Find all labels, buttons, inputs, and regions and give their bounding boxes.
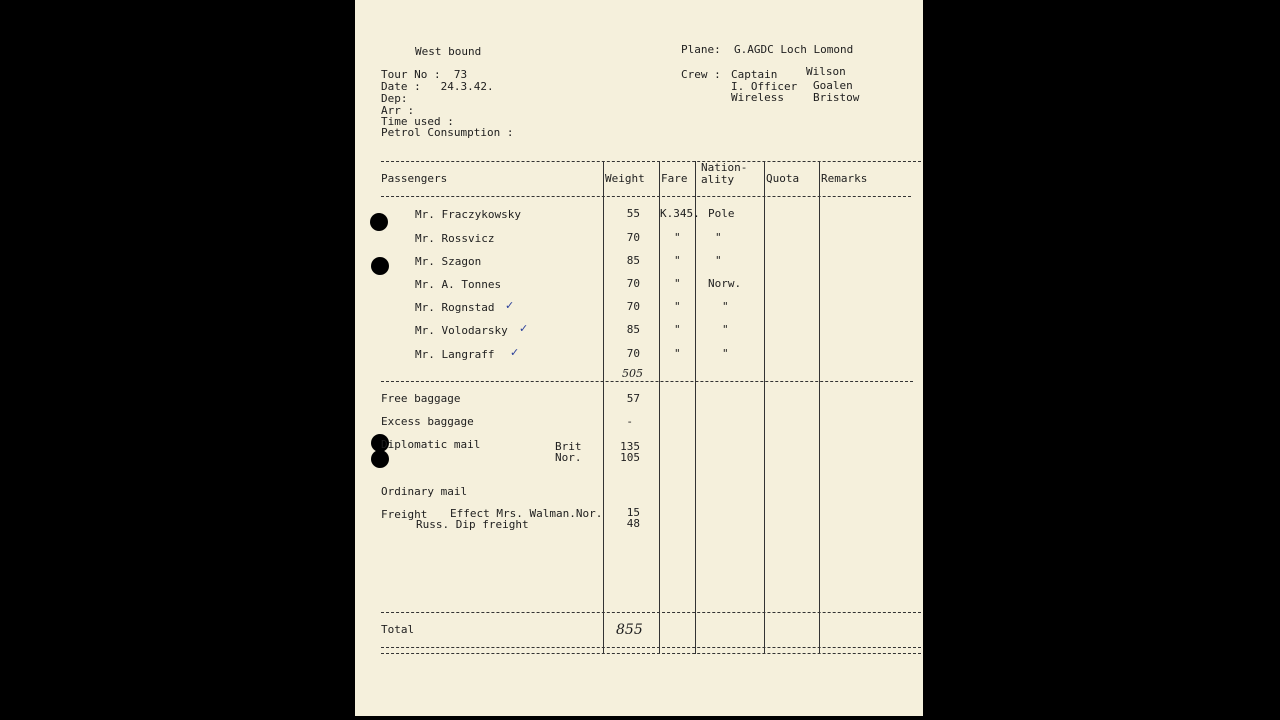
passenger-name: Mr. Rossvicz — [415, 232, 495, 245]
crew-label: Crew : — [681, 68, 721, 81]
passenger-nationality: " — [722, 323, 729, 336]
arrival: Arr : — [381, 104, 415, 117]
passenger-weight: 55 — [626, 207, 640, 220]
date: Date : 24.3.42. — [381, 80, 494, 93]
passenger-weight: 70 — [626, 347, 640, 360]
passenger-name: Mr. A. Tonnes — [415, 278, 502, 291]
passenger-weight: 70 — [626, 300, 640, 313]
excess-baggage-weight: - — [626, 415, 633, 428]
punch-hole — [371, 257, 389, 275]
total-bottom-rule — [381, 653, 921, 654]
punch-hole — [371, 450, 389, 468]
passenger-nationality: " — [722, 347, 729, 360]
document-sheet — [355, 0, 923, 716]
passenger-weight: 85 — [626, 254, 640, 267]
passenger-fare: " — [674, 323, 681, 336]
petrol-consumption: Petrol Consumption : — [381, 126, 514, 139]
check-mark-icon: ✓ — [505, 299, 515, 312]
passenger-nationality: " — [722, 300, 729, 313]
tour-number: Tour No : 73 — [381, 68, 468, 81]
passenger-name: Mr. Szagon — [415, 255, 482, 268]
diplomatic-mail-sub-label: Brit — [555, 440, 582, 453]
passenger-fare: K.345. — [660, 207, 700, 220]
freight-item-label: Effect Mrs. Walman.Nor. — [450, 507, 603, 520]
table-top-rule — [381, 161, 921, 162]
departure: Dep: — [381, 92, 408, 105]
column-divider — [659, 161, 660, 654]
col-header-weight: Weight — [605, 172, 645, 185]
passenger-nationality: Norw. — [708, 277, 742, 290]
total-bottom-rule — [381, 647, 921, 648]
column-divider — [695, 161, 696, 654]
column-divider — [764, 161, 765, 654]
passenger-weight: 70 — [626, 231, 640, 244]
passenger-fare: " — [674, 277, 681, 290]
total-top-rule — [381, 612, 921, 613]
subtotal-rule — [381, 381, 913, 382]
crew-role: Wireless — [731, 91, 784, 104]
crew-role: Captain — [731, 68, 778, 81]
crew-role: I. Officer — [731, 80, 798, 93]
passenger-nationality: " — [715, 231, 722, 244]
passenger-subtotal: 505 — [622, 367, 643, 380]
check-mark-icon: ✓ — [519, 322, 529, 335]
passenger-weight: 85 — [626, 323, 640, 336]
passenger-fare: " — [674, 347, 681, 360]
crew-name: Wilson — [806, 65, 846, 78]
free-baggage-weight: 57 — [626, 392, 640, 405]
direction: West bound — [415, 45, 482, 58]
plane: Plane: G.AGDC Loch Lomond — [681, 43, 854, 56]
table-header-rule — [381, 196, 911, 197]
column-divider — [819, 161, 820, 654]
passenger-name: Mr. Rognstad — [415, 301, 495, 314]
col-header-passengers: Passengers — [381, 172, 448, 185]
excess-baggage-label: Excess baggage — [381, 415, 474, 428]
passenger-nationality: Pole — [708, 207, 735, 220]
col-header-nationality: Nation- ality — [701, 161, 748, 186]
passenger-name: Mr. Volodarsky — [415, 324, 508, 337]
passenger-name: Mr. Fraczykowsky — [415, 208, 521, 221]
check-mark-icon: ✓ — [510, 346, 520, 359]
passenger-weight: 70 — [626, 277, 640, 290]
freight-item-label: Russ. Dip freight — [416, 518, 529, 531]
passenger-fare: " — [674, 231, 681, 244]
punch-hole — [370, 213, 388, 231]
freight-item-weight: 48 — [626, 517, 640, 530]
col-header-quota: Quota — [766, 172, 800, 185]
passenger-nationality: " — [715, 254, 722, 267]
free-baggage-label: Free baggage — [381, 392, 461, 405]
diplomatic-mail-weight: 135 — [620, 440, 640, 453]
diplomatic-mail-label: Diplomatic mail — [381, 438, 481, 451]
total-weight: 855 — [616, 622, 643, 638]
passenger-fare: " — [674, 254, 681, 267]
passenger-name: Mr. Langraff — [415, 348, 495, 361]
freight-item-weight: 15 — [626, 506, 640, 519]
diplomatic-mail-weight: 105 — [620, 451, 640, 464]
time-used: Time used : — [381, 115, 454, 128]
column-divider — [603, 161, 604, 654]
total-label: Total — [381, 623, 415, 636]
crew-name: Bristow — [813, 91, 860, 104]
col-header-fare: Fare — [661, 172, 688, 185]
ordinary-mail-label: Ordinary mail — [381, 485, 468, 498]
diplomatic-mail-sub-label: Nor. — [555, 451, 582, 464]
crew-name: Goalen — [813, 79, 853, 92]
freight-label: Freight — [381, 508, 428, 521]
col-header-remarks: Remarks — [821, 172, 868, 185]
passenger-fare: " — [674, 300, 681, 313]
